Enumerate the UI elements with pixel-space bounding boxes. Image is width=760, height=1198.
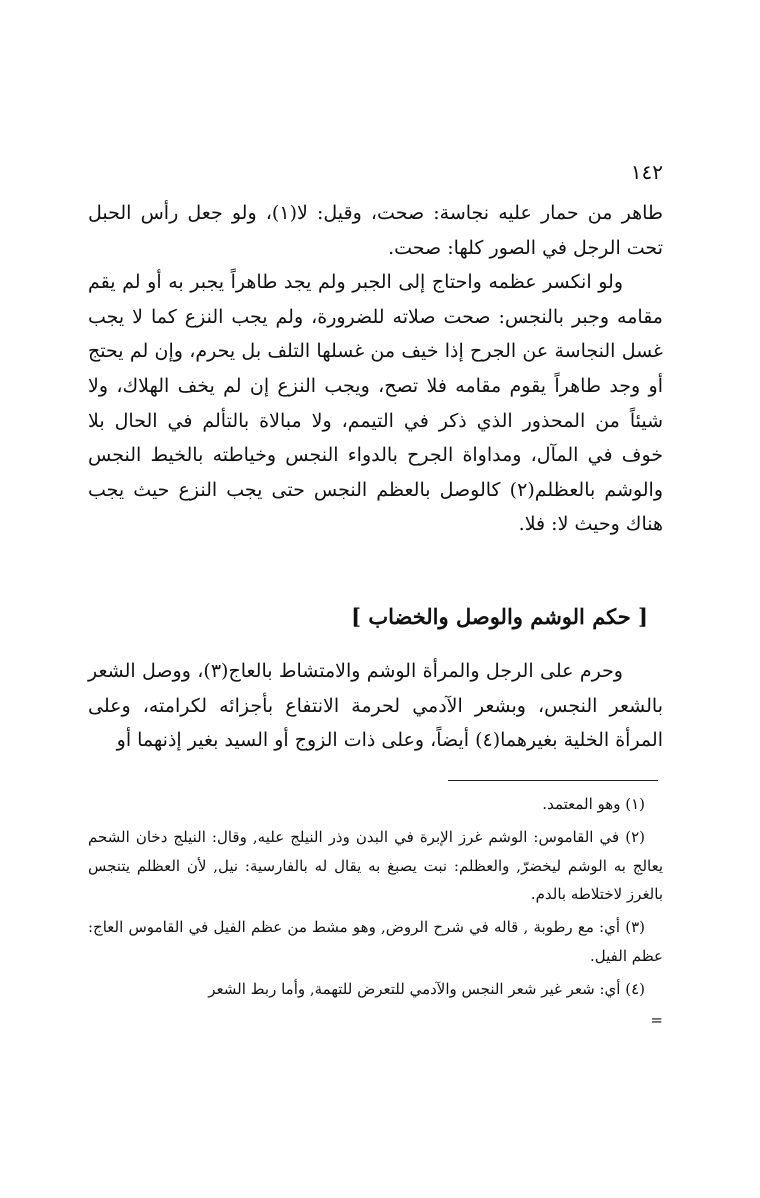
section-paragraph-1: وحرم على الرجل والمرأة الوشم والامتشاط بالعاج(٣)، ووصل الشعر بالشعر النجس، وبشعر الآدمي لحرمة الانتفاع بأجزائه لكرامته، وعلى المرأة الخلية بغيرهما(٤) أيضاً، وعلى ذات الزوج أو السيد بغير إذنهما أو (88, 660, 663, 752)
footnotes (88, 790, 663, 1038)
footnote-4: (٤) أي: شعر غير شعر النجس والآدمي للتعرض للتهمة, وأما ربط الشعر (208, 979, 645, 998)
section-text (88, 654, 663, 758)
footnote-separator (448, 780, 658, 781)
footnote-2: (٢) في القاموس: الوشم غرز الإبرة في البدن وذر النيلج عليه, وقال: النيلج دخان الشحم يعالج به الوشم ليخضرّ, والعظلم: نبت يصبغ به يقال له بالفارسية: نيل, لأن العظلم يتنجس بالغرز لاختلاطه بالدم. (88, 827, 663, 904)
footnote-continuation: = (650, 1010, 663, 1029)
paragraph-2: ولو انكسر عظمه واحتاج إلى الجبر ولم يجد طاهراً يجبر به أو لم يقم مقامه وجبر بالنجس: صحت صلاته للضرورة، ولم يجب النزع كما لا يجب غسل النجاسة عن الجرح إذا خيف من غسلها التلف بل يحرم، وإن لم يحتج أو وجد طاهراً يقوم مقامه فلا تصح، ويجب النزع إن لم يخف الهلاك، ولا شيئاً من المحذور الذي ذكر في التيمم، ولا مبالاة بالتألم في الحال بلا خوف في المآل، ومداواة الجرح بالدواء النجس وخياطته بالخيط النجس والوشم بالعظلم(٢) كالوصل بالعظم النجس حتى يجب النزع حيث يجب هناك وحيث لا: فلا. (88, 271, 664, 536)
footnote-1: (١) وهو المعتمد. (542, 795, 645, 813)
page-number: ١٤٢ (630, 160, 663, 184)
paragraph-1: طاهر من حمار عليه نجاسة: صحت، وقيل: لا(١)، ولو جعل رأس الحبل تحت الرجل في الصور كلها: صحت. (88, 202, 663, 259)
main-text (88, 196, 663, 542)
footnote-3: (٣) أي: مع رطوبة , قاله في شرح الروض, وهو مشط من عظم الفيل في القاموس العاج: عظم الفيل. (88, 918, 663, 965)
section-heading: [ حكم الوشم والوصل والخضاب ] (351, 604, 648, 629)
